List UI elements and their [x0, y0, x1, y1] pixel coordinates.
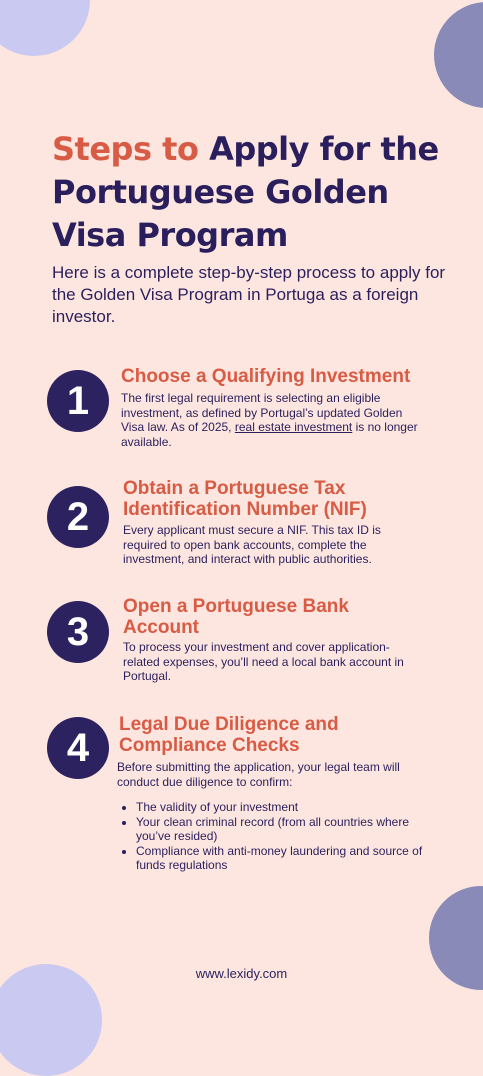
step-3-text: To process your investment and cover application-related expenses, you’ll need a local bank account in Portugal.: [123, 640, 404, 683]
step-2-badge: 2: [47, 486, 109, 548]
step-4-text: Before submitting the application, your legal team will conduct due diligence to confirm:: [117, 760, 400, 789]
step-4-title: Legal Due Diligence and Compliance Checks: [119, 714, 339, 756]
intro-text: Here is a complete step-by-step process to apply for the Golden Visa Program in Portuga as a foreign investor.: [52, 263, 446, 326]
step-1-title: Choose a Qualifying Investment: [121, 366, 411, 387]
decorative-circle-top-left: [0, 0, 90, 56]
decorative-circle-top-right: [434, 2, 483, 108]
step-1-text-before: The first legal requirement is selecting an eligible investment, as defined by Portugal’s updated Golden Visa law. As of 2025,: [121, 391, 403, 434]
step-4-badge: 4: [47, 717, 109, 779]
footer-website-link[interactable]: www.lexidy.com: [195, 966, 288, 981]
step-1-badge: 1: [47, 370, 109, 432]
list-item: • The validity of your investment: [136, 800, 446, 815]
list-item: • Compliance with anti-money laundering and source of funds regulations: [136, 844, 446, 873]
step-1-text-after: is no longer available.: [121, 420, 418, 449]
step-2-title: Obtain a Portuguese Tax Identification Number (NIF): [123, 478, 367, 520]
step-3-badge: 3: [47, 601, 109, 663]
title-accent: Steps to: [52, 130, 199, 168]
title-rest: Apply for the Portuguese Golden Visa Program: [52, 130, 439, 254]
step-4-bullets: [120, 800, 446, 873]
list-item: • Your clean criminal record (from all countries where you’ve resided): [136, 815, 446, 844]
step-1-text: [121, 391, 421, 449]
step-3-title: Open a Portuguese Bank Account: [123, 596, 349, 638]
real-estate-link[interactable]: real estate investment: [234, 420, 353, 434]
page-title: [52, 128, 462, 257]
step-2-text: Every applicant must secure a NIF. This tax ID is required to open bank accounts, complete the investment, and interact with public authorities.: [123, 523, 381, 566]
